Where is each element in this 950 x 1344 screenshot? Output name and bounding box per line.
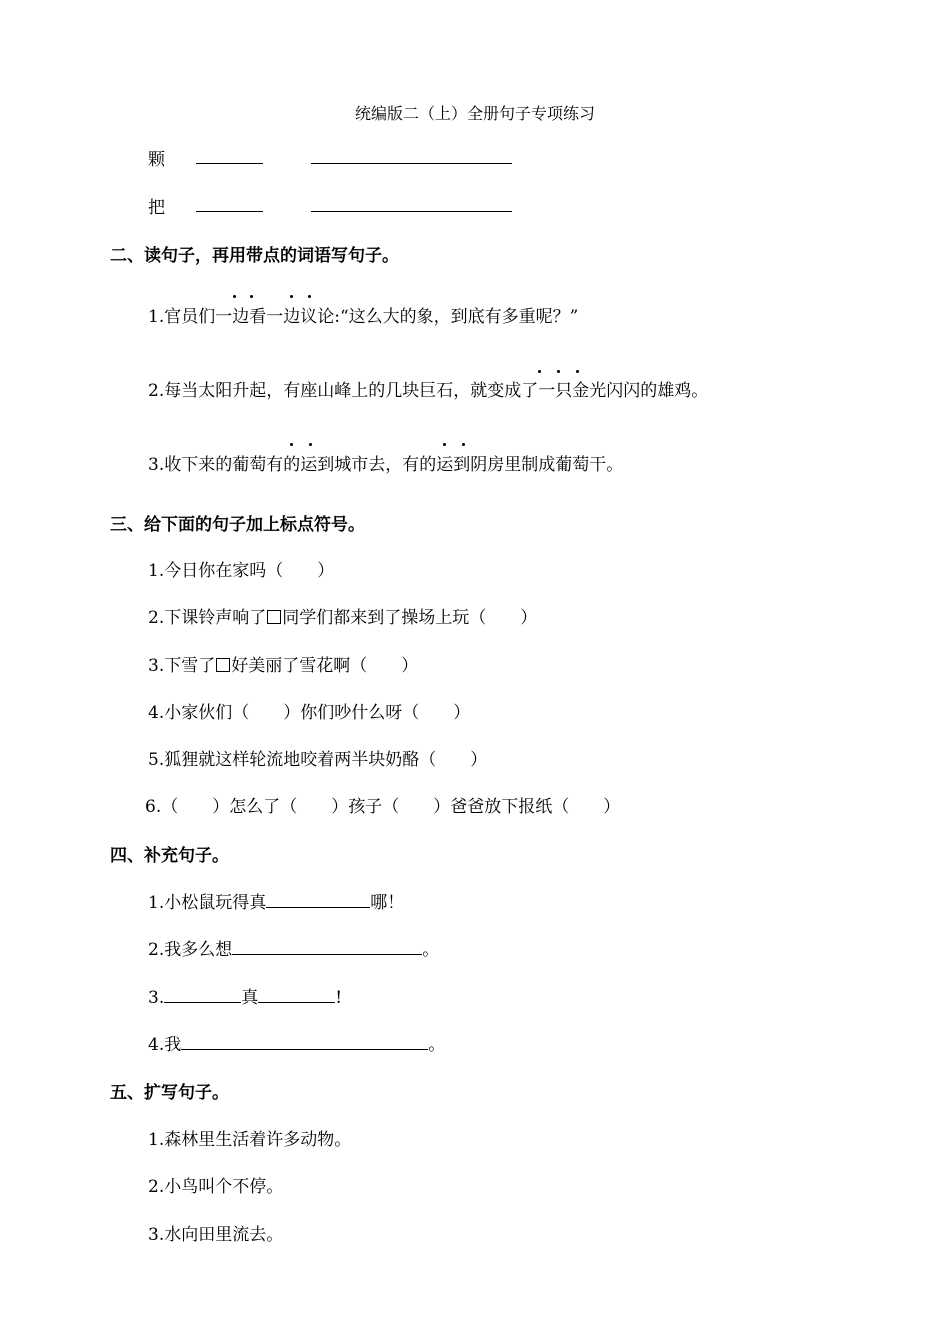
punctuation-item-3: 3.下雪了 好美丽了雪花啊（ ） (148, 656, 419, 676)
emphasis-dot (557, 370, 560, 373)
fill-blank[interactable] (232, 936, 422, 955)
punctuation-box[interactable] (216, 658, 230, 672)
fill-item-3: 3. 真 ! (148, 983, 342, 1008)
expand-item: 3.水向田里流去。 (148, 1225, 284, 1245)
emphasis-dot (576, 370, 579, 373)
expand-item: 1.森林里生活着许多动物。 (148, 1130, 352, 1150)
emphasis-dot (538, 370, 541, 373)
fill-item-4: 4.我 。 (148, 1030, 445, 1055)
punctuation-item-5: 5.狐狸就这样轮流地咬着两半块奶酪（ ） (148, 750, 488, 770)
emphasis-dot (443, 443, 446, 446)
fill-item-1: 1.小松鼠玩得真 哪！ (148, 888, 404, 913)
section-heading-5: 五、扩写句子。 (110, 1083, 229, 1103)
word-row-1 (148, 145, 165, 170)
sentence-item: 1.官员们一边看一边议论:“这么大的象，到底有多重呢？” (148, 307, 579, 327)
answer-blank[interactable] (196, 146, 263, 164)
emphasis-dot (250, 295, 253, 298)
punctuation-item-4: 4.小家伙们（ ）你们吵什么呀（ ） (148, 703, 471, 723)
emphasis-dot (290, 295, 293, 298)
expand-item: 2.小鸟叫个不停。 (148, 1177, 284, 1197)
emphasis-dot (309, 443, 312, 446)
fill-blank[interactable] (164, 984, 241, 1003)
answer-blank[interactable] (311, 194, 512, 212)
section-heading-3: 三、给下面的句子加上标点符号。 (110, 515, 365, 535)
fill-blank[interactable] (266, 889, 370, 908)
answer-blank[interactable] (311, 146, 512, 164)
punctuation-item-6: 6.（ ）怎么了（ ）孩子（ ）爸爸放下报纸（ ） (145, 797, 621, 817)
emphasis-dot (308, 295, 311, 298)
fill-item-2: 2.我多么想 。 (148, 935, 439, 960)
emphasis-dot (233, 295, 236, 298)
word-char: 颗 (148, 150, 165, 170)
punctuation-item-2: 2.下课铃声响了 同学们都来到了操场上玩（ ） (148, 608, 538, 628)
word-row-2 (148, 193, 165, 218)
section-heading-2: 二、读句子，再用带点的词语写句子。 (110, 246, 399, 266)
section-heading-4: 四、补充句子。 (110, 846, 229, 866)
fill-blank[interactable] (181, 1031, 428, 1050)
page-title: 统编版二（上）全册句子专项练习 (354, 104, 595, 123)
fill-blank[interactable] (258, 984, 335, 1003)
sentence-item: 3.收下来的葡萄有的运到城市去，有的运到阴房里制成葡萄干。 (148, 455, 624, 475)
emphasis-dot (290, 443, 293, 446)
emphasis-dot (462, 443, 465, 446)
punctuation-box[interactable] (267, 610, 281, 624)
punctuation-item-1: 1.今日你在家吗（ ） (148, 561, 335, 581)
answer-blank[interactable] (196, 194, 263, 212)
word-char: 把 (148, 198, 165, 218)
sentence-item: 2.每当太阳升起，有座山峰上的几块巨石，就变成了一只金光闪闪的雄鸡。 (148, 381, 709, 401)
